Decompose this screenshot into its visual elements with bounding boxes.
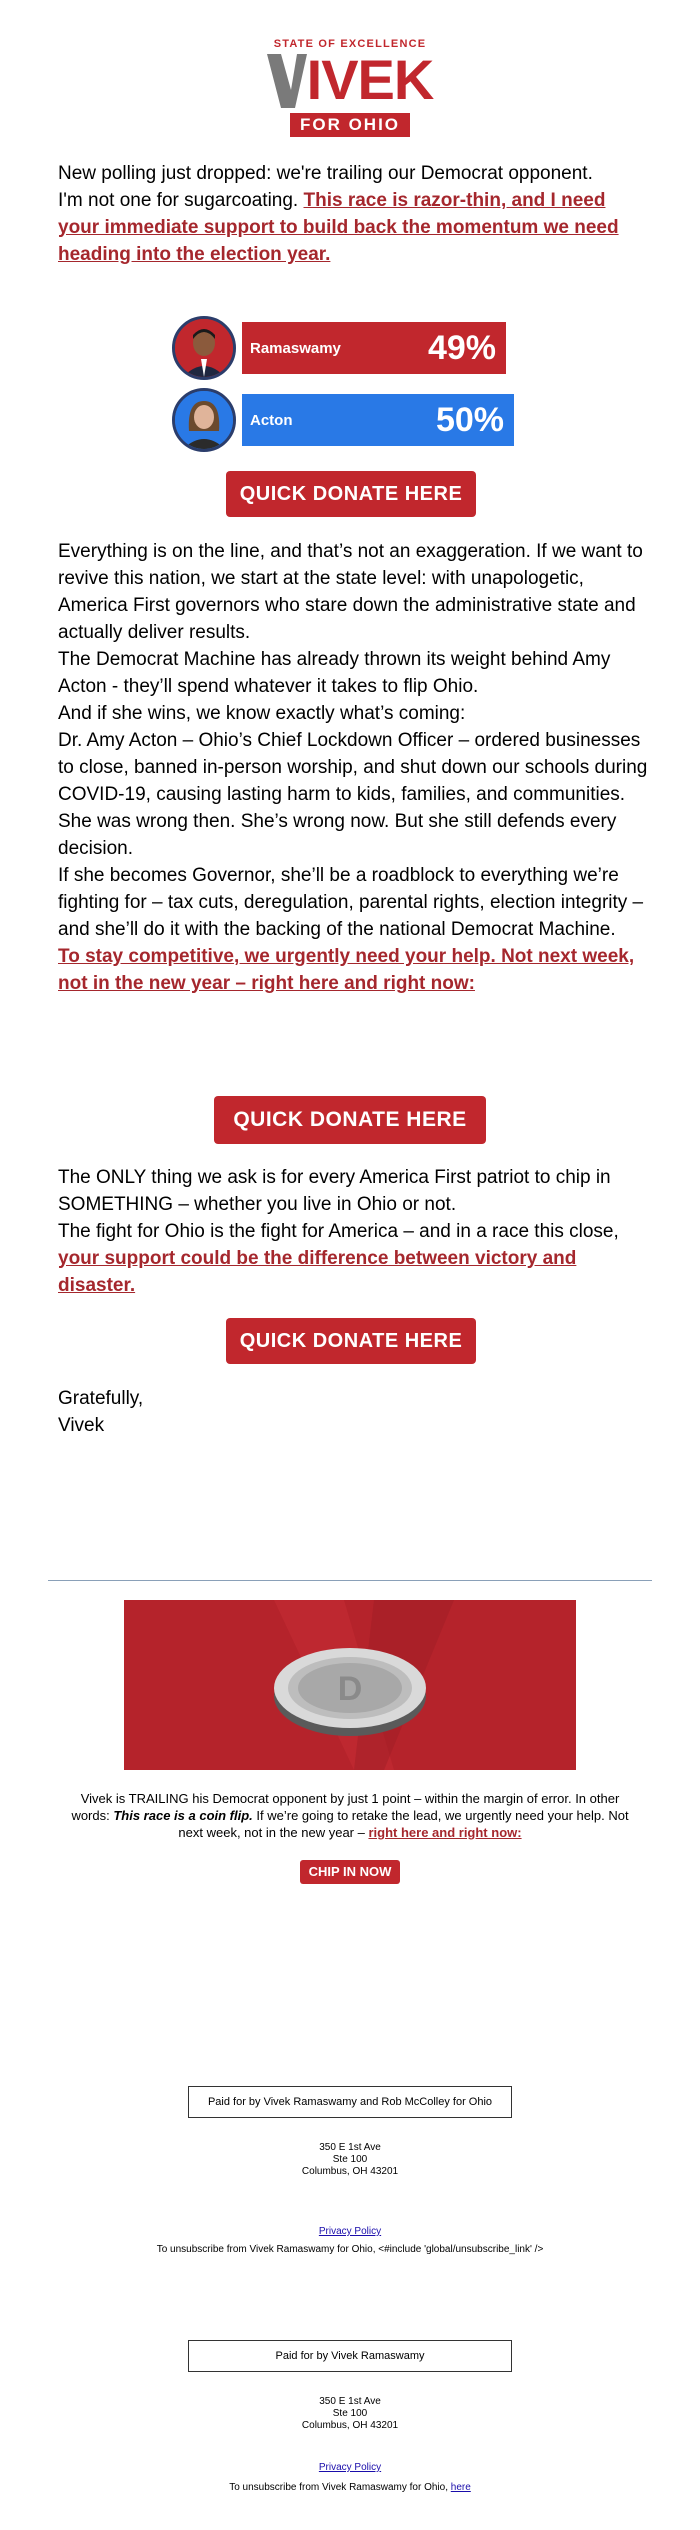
coin-flip-banner[interactable] bbox=[124, 1600, 576, 1770]
main-section bbox=[58, 538, 648, 997]
intro-plain-text: I'm not one for sugarcoating. bbox=[58, 190, 304, 211]
acton-poll-bar bbox=[242, 394, 514, 446]
signature bbox=[58, 1385, 648, 1439]
address-2-line-3: Columbus, OH 43201 bbox=[301, 2420, 399, 2431]
paid-for-box-1: Paid for by Vivek Ramaswamy and Rob McColley for Ohio bbox=[188, 2086, 512, 2118]
address-1-line-1: 350 E 1st Ave bbox=[319, 2142, 381, 2153]
intro-paragraph-1: New polling just dropped: we're trailing our Democrat opponent. bbox=[58, 163, 593, 184]
footer-blurb bbox=[60, 1790, 640, 1841]
logo-name: IVEK bbox=[306, 48, 434, 111]
signoff: Gratefully, bbox=[58, 1388, 144, 1409]
unsubscribe-text-1: To unsubscribe from Vivek Ramaswamy for Ohio, <#include 'global/unsubscribe_link' /> bbox=[156, 2244, 544, 2255]
acton-name: Acton bbox=[250, 411, 293, 429]
privacy-policy-link-2[interactable]: Privacy Policy bbox=[318, 2462, 382, 2473]
ramaswamy-poll-bar bbox=[242, 322, 506, 374]
footer-blurb-link[interactable]: right here and right now: bbox=[368, 1825, 522, 1840]
acton-percent: 50% bbox=[435, 400, 504, 439]
address-1-line-3: Columbus, OH 43201 bbox=[301, 2166, 399, 2177]
intro-highlight-link[interactable]: This race is razor-thin, and I need your immediate support to build back the momentum we need heading into the election year. bbox=[58, 190, 619, 265]
closing-plain-text: The fight for Ohio is the fight for America – and in a race this close, bbox=[58, 1221, 619, 1242]
main-paragraph-2: The Democrat Machine has already thrown its weight behind Amy Acton - they’ll spend whatever it takes to flip Ohio. bbox=[58, 649, 611, 697]
closing-paragraph-1: The ONLY thing we ask is for every America First patriot to chip in SOMETHING – whether you live in Ohio or not. bbox=[58, 1167, 611, 1215]
ramaswamy-percent: 49% bbox=[427, 328, 496, 367]
privacy-policy-link-1[interactable]: Privacy Policy bbox=[318, 2226, 382, 2237]
address-block-1 bbox=[0, 2142, 700, 2178]
main-paragraph-6: If she becomes Governor, she’ll be a roadblock to everything we’re fighting for – tax cuts, deregulation, parental rights, election integrity – and she’ll do it with the backing of the national Democrat Machine. bbox=[58, 865, 644, 940]
main-highlight-link[interactable]: To stay competitive, we urgently need your help. Not next week, not in the new year – right here and right now: bbox=[58, 946, 635, 994]
closing-section bbox=[58, 1164, 648, 1299]
closing-paragraph-2 bbox=[58, 1218, 648, 1299]
address-2-line-2: Ste 100 bbox=[332, 2408, 368, 2419]
paid-for-box-2: Paid for by Vivek Ramaswamy bbox=[188, 2340, 512, 2372]
coin-banner-graphic bbox=[124, 1600, 576, 1770]
address-2-line-1: 350 E 1st Ave bbox=[319, 2396, 381, 2407]
campaign-logo bbox=[0, 38, 700, 137]
chip-in-now-button[interactable]: CHIP IN NOW bbox=[300, 1860, 400, 1884]
closing-highlight-link[interactable]: your support could be the difference between victory and disaster. bbox=[58, 1248, 577, 1296]
poll-row-acton bbox=[172, 388, 514, 452]
logo-v-mark bbox=[267, 54, 307, 108]
logo-wordmark bbox=[267, 48, 434, 111]
quick-donate-button-2[interactable]: QUICK DONATE HERE bbox=[214, 1096, 486, 1144]
logo-subtitle: FOR OHIO bbox=[290, 113, 410, 137]
quick-donate-button-3[interactable]: QUICK DONATE HERE bbox=[226, 1318, 476, 1364]
intro-paragraph-2 bbox=[58, 187, 648, 268]
svg-text:D: D bbox=[337, 1670, 363, 1708]
ramaswamy-avatar bbox=[172, 316, 236, 380]
unsubscribe-plain-2: To unsubscribe from Vivek Ramaswamy for Ohio, bbox=[229, 2482, 451, 2493]
main-paragraph-5: She was wrong then. She’s wrong now. But she still defends every decision. bbox=[58, 811, 617, 859]
footer-blurb-text-2: If we’re going to retake the lead, we urgently need your help. Not next week, not in the new year – bbox=[178, 1808, 629, 1840]
unsubscribe-here-link[interactable]: here bbox=[450, 2482, 471, 2493]
section-divider bbox=[48, 1580, 652, 1581]
poll-row-ramaswamy bbox=[172, 316, 506, 380]
footer-blurb-text-1: Vivek is TRAILING his Democrat opponent by just 1 point – within the margin of error. In other words: bbox=[71, 1791, 620, 1823]
acton-avatar bbox=[172, 388, 236, 452]
unsubscribe-text-2 bbox=[0, 2482, 700, 2494]
main-paragraph-4: Dr. Amy Acton – Ohio’s Chief Lockdown Officer – ordered businesses to close, banned in-person worship, and shut down our schools during COVID-19, causing lasting harm to kids, families, and communities. bbox=[58, 730, 648, 805]
footer-blurb-italic: This race is a coin flip. bbox=[113, 1808, 253, 1823]
main-paragraph-1: Everything is on the line, and that’s not an exaggeration. If we want to revive this nation, we start at the state level: with unapologetic, America First governors who stare down the administrative state and actually deliver results. bbox=[58, 541, 643, 643]
quick-donate-button-1[interactable]: QUICK DONATE HERE bbox=[226, 471, 476, 517]
main-paragraph-3: And if she wins, we know exactly what’s coming: bbox=[58, 703, 466, 724]
intro-section bbox=[58, 160, 648, 268]
address-block-2 bbox=[0, 2396, 700, 2432]
signer-name: Vivek bbox=[58, 1415, 105, 1436]
address-1-line-2: Ste 100 bbox=[332, 2154, 368, 2165]
ramaswamy-name: Ramaswamy bbox=[250, 339, 341, 357]
logo-tagline: STATE OF EXCELLENCE bbox=[273, 38, 427, 50]
